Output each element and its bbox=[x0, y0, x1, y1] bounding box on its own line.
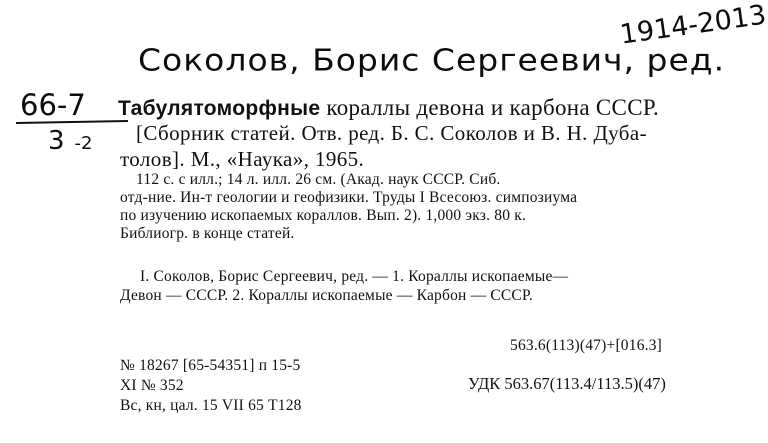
entry-notes-line: Библиогр. в конце статей. bbox=[120, 225, 295, 242]
handwritten-author-name: Соколов, Борис Сергеевич, ред. bbox=[138, 42, 726, 78]
entry-classification: 563.6(113)(47)+[016.3] bbox=[510, 337, 663, 354]
entry-title-heading: Табулятоморфные bbox=[118, 97, 321, 120]
handwritten-shelf-code-top: 66-7 bbox=[20, 88, 86, 122]
entry-title-line bbox=[118, 95, 659, 121]
entry-tracing-line-2: Девон — СССР. 2. Кораллы ископаемые — Карбон — СССР. bbox=[120, 287, 533, 304]
entry-series-line: отд-ние. Ин-т геологии и геофизики. Труды I Всесоюз. симпозиума bbox=[120, 189, 578, 206]
handwritten-shelf-code-bottom-main: 3 bbox=[48, 126, 65, 156]
entry-series-line-2: по изучению ископаемых кораллов. Вып. 2). 1,000 экз. 80 к. bbox=[120, 207, 527, 224]
handwritten-years-text: 1914-2013 bbox=[618, 0, 768, 51]
entry-print-info: Вс, кн, цал. 15 VII 65 Т128 bbox=[120, 397, 302, 414]
handwritten-shelf-code-bottom bbox=[48, 126, 93, 156]
handwritten-shelf-code-bottom-suffix: -2 bbox=[74, 133, 93, 154]
entry-editors-line: [Сборник статей. Отв. ред. Б. С. Соколов и В. Н. Дуба- bbox=[136, 121, 648, 145]
entry-title-rest: кораллы девона и карбона СССР. bbox=[326, 95, 660, 120]
entry-collation-line: 112 с. с илл.; 14 л. илл. 26 см. (Акад. наук СССР. Сиб. bbox=[136, 171, 501, 188]
entry-tracing-line-1: I. Соколов, Борис Сергеевич, ред. — 1. Кораллы ископаемые— bbox=[140, 268, 569, 285]
entry-volume-number: XI № 352 bbox=[120, 377, 184, 394]
entry-registration-number: № 18267 [65-54351] п 15-5 bbox=[120, 357, 301, 374]
entry-imprint-line: толов]. М., «Наука», 1965. bbox=[120, 147, 365, 171]
entry-udc-code: УДК 563.67(113.4/113.5)(47) bbox=[468, 374, 666, 393]
